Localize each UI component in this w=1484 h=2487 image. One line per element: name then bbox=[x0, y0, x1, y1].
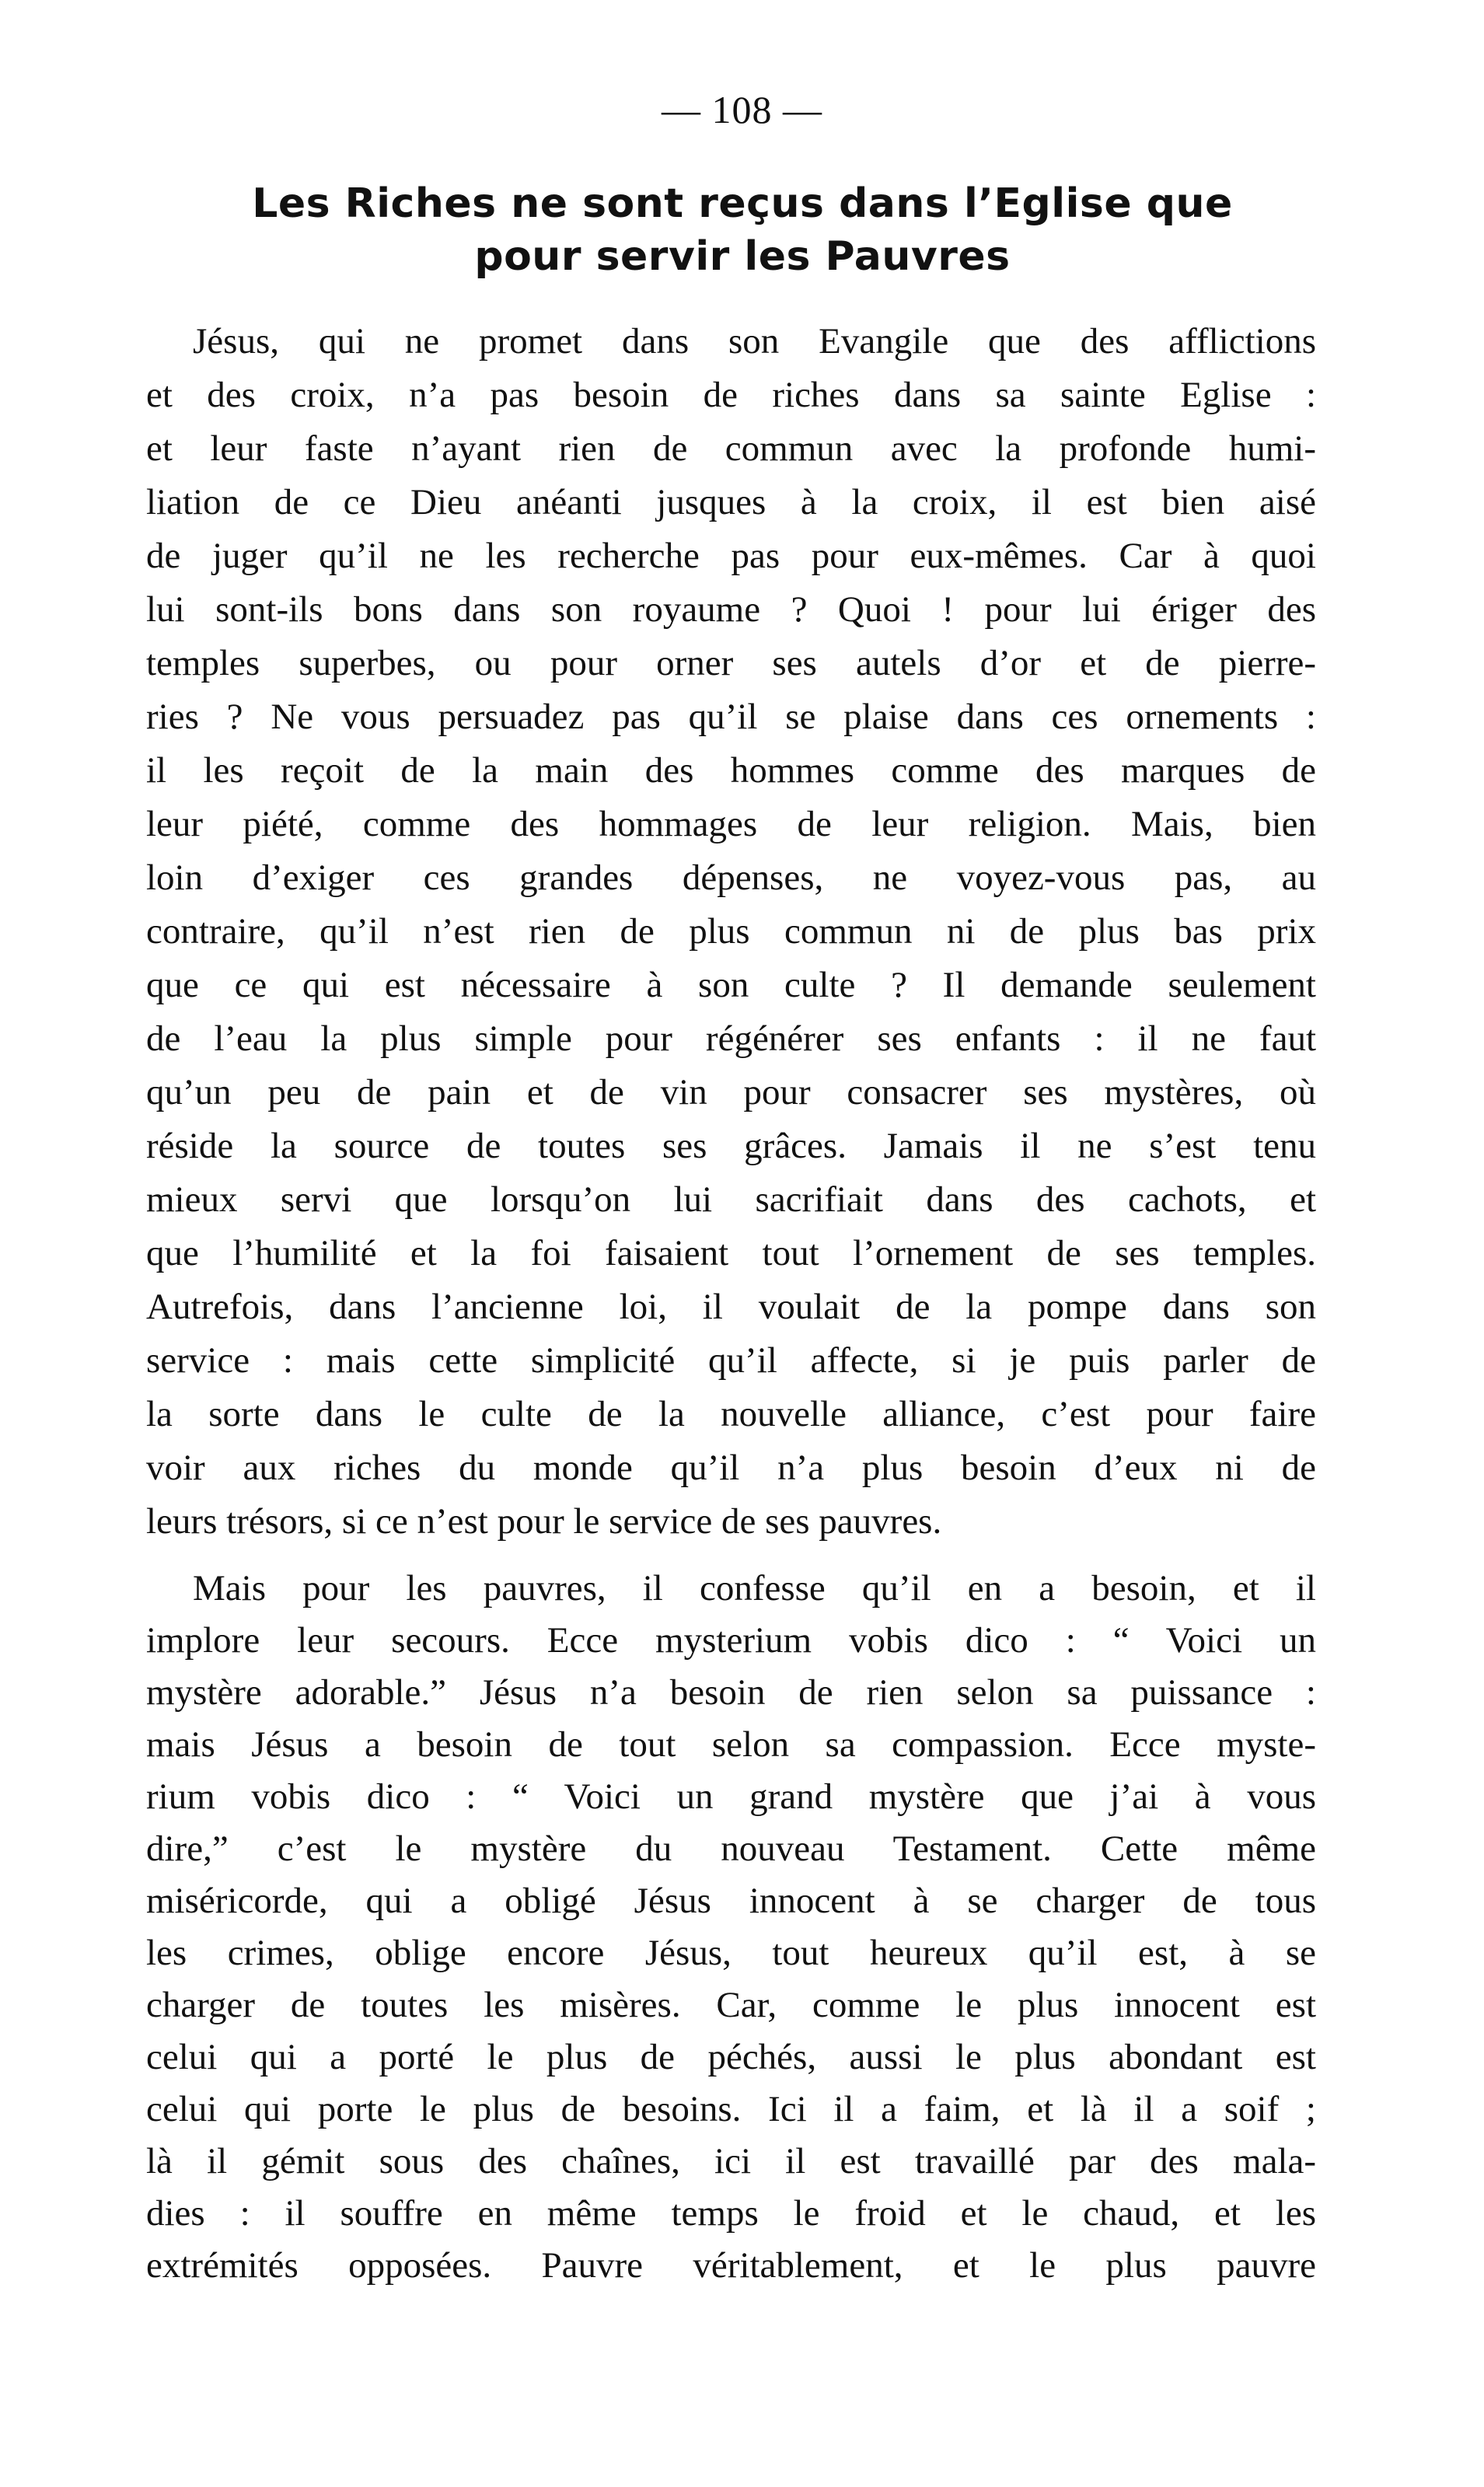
text-line: celui qui porte le plus de besoins. Ici il a faim, et là il a soif ; bbox=[146, 2089, 1316, 2129]
text-line: dies : il souffre en même temps le froid et le chaud, et les bbox=[146, 2193, 1316, 2234]
text-line: que l’humilité et la foi faisaient tout l’ornement de ses temples. bbox=[146, 1233, 1316, 1273]
paragraph bbox=[146, 1563, 1316, 2292]
text-line: mystère adorable.” Jésus n’a besoin de rien selon sa puissance : bbox=[146, 1672, 1316, 1713]
text-line: de juger qu’il ne les recherche pas pour eux-mêmes. Car à quoi bbox=[146, 536, 1316, 576]
text-line: contraire, qu’il n’est rien de plus commun ni de plus bas prix bbox=[146, 911, 1316, 952]
text-line: mieux servi que lorsqu’on lui sacrifiait dans des cachots, et bbox=[146, 1179, 1316, 1220]
text-line: de l’eau la plus simple pour régénérer ses enfants : il ne faut bbox=[146, 1018, 1316, 1059]
text-line: service : mais cette simplicité qu’il affecte, si je puis parler de bbox=[146, 1340, 1316, 1381]
text-line: ries ? Ne vous persuadez pas qu’il se plaise dans ces ornements : bbox=[146, 697, 1316, 737]
text-line: il les reçoit de la main des hommes comme des marques de bbox=[146, 750, 1316, 791]
chapter-title-line: Les Riches ne sont reçus dans l’Eglise que bbox=[252, 180, 1233, 227]
text-line: liation de ce Dieu anéanti jusques à la croix, il est bien aisé bbox=[146, 482, 1316, 522]
text-line: voir aux riches du monde qu’il n’a plus besoin d’eux ni de bbox=[146, 1448, 1316, 1488]
text-line: Jésus, qui ne promet dans son Evangile que des afflictions bbox=[193, 321, 1316, 362]
text-line: les crimes, oblige encore Jésus, tout heureux qu’il est, à se bbox=[146, 1933, 1316, 1973]
text-line: miséricorde, qui a obligé Jésus innocent à se charger de tous bbox=[146, 1881, 1316, 1921]
text-line: extrémités opposées. Pauvre véritablement, et le plus pauvre bbox=[146, 2245, 1316, 2286]
text-line: et des croix, n’a pas besoin de riches dans sa sainte Eglise : bbox=[146, 375, 1316, 415]
text-line: celui qui a porté le plus de péchés, aussi le plus abondant est bbox=[146, 2037, 1316, 2077]
text-line: leurs trésors, si ce n’est pour le service de ses pauvres. bbox=[146, 1501, 942, 1542]
text-line: lui sont-ils bons dans son royaume ? Quoi ! pour lui ériger des bbox=[146, 589, 1316, 630]
chapter-title bbox=[140, 177, 1345, 283]
text-line: dire,” c’est le mystère du nouveau Testament. Cette même bbox=[146, 1829, 1316, 1869]
text-line: loin d’exiger ces grandes dépenses, ne voyez-vous pas, au bbox=[146, 858, 1316, 898]
text-line: Autrefois, dans l’ancienne loi, il voulait de la pompe dans son bbox=[146, 1287, 1316, 1327]
chapter-title-line: pour servir les Pauvres bbox=[474, 233, 1011, 280]
text-line: charger de toutes les misères. Car, comme le plus innocent est bbox=[146, 1985, 1316, 2025]
text-line: temples superbes, ou pour orner ses autels d’or et de pierre- bbox=[146, 643, 1316, 683]
paragraph bbox=[146, 315, 1316, 1549]
text-line: leur piété, comme des hommages de leur religion. Mais, bien bbox=[146, 804, 1316, 844]
text-line: Mais pour les pauvres, il confesse qu’il en a besoin, et il bbox=[193, 1568, 1316, 1609]
text-line: rium vobis dico : “ Voici un grand mystère que j’ai à vous bbox=[146, 1776, 1316, 1817]
text-line: qu’un peu de pain et de vin pour consacrer ses mystères, où bbox=[146, 1072, 1316, 1113]
page-number: — 108 — bbox=[662, 88, 822, 131]
text-line: mais Jésus a besoin de tout selon sa compassion. Ecce myste- bbox=[146, 1724, 1316, 1765]
text-line: réside la source de toutes ses grâces. Jamais il ne s’est tenu bbox=[146, 1126, 1316, 1166]
text-line: la sorte dans le culte de la nouvelle alliance, c’est pour faire bbox=[146, 1394, 1316, 1434]
text-line: là il gémit sous des chaînes, ici il est travaillé par des mala- bbox=[146, 2141, 1316, 2181]
text-line: que ce qui est nécessaire à son culte ? Il demande seulement bbox=[146, 965, 1316, 1005]
text-line: implore leur secours. Ecce mysterium vobis dico : “ Voici un bbox=[146, 1620, 1316, 1661]
text-line: et leur faste n’ayant rien de commun avec la profonde humi- bbox=[146, 428, 1316, 469]
